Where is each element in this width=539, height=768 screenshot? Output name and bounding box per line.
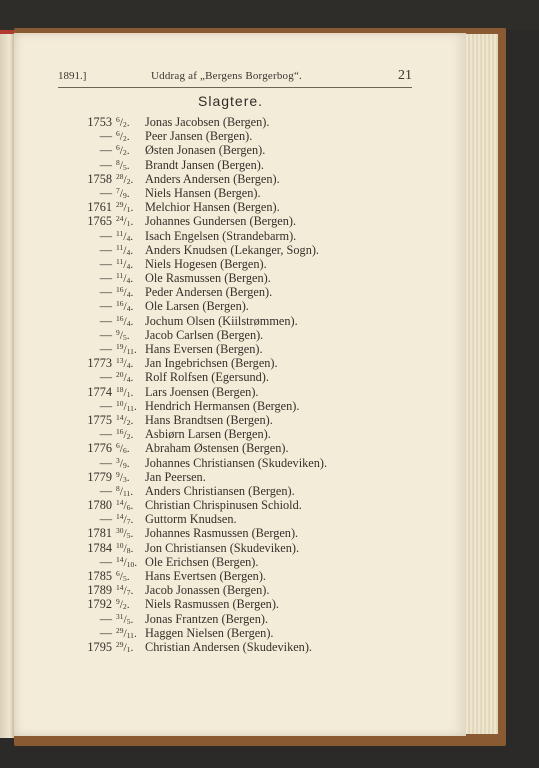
- entry-name: Østen Jonasen (Bergen).: [145, 143, 266, 158]
- date-period: .: [130, 613, 134, 626]
- entry-name: Niels Rasmussen (Bergen).: [145, 597, 279, 612]
- date-slash: /: [119, 117, 123, 129]
- entry-name: Anders Knudsen (Lekanger, Sogn).: [145, 242, 320, 257]
- entry-year: —: [99, 185, 112, 200]
- entry-day: 20: [116, 370, 124, 380]
- entry-name: Hendrich Hermansen (Bergen).: [145, 398, 300, 413]
- entry-name: Brandt Jansen (Bergen).: [145, 157, 264, 172]
- entry-name: Anders Christiansen (Bergen).: [145, 483, 295, 498]
- entry-date: [116, 569, 142, 583]
- date-period: .: [130, 301, 134, 314]
- entry-month: 6: [126, 503, 131, 513]
- entry-date: [116, 158, 142, 172]
- page-edges: [462, 34, 498, 734]
- date-period: .: [133, 627, 137, 640]
- date-slash: /: [123, 230, 127, 243]
- entry-month: 6: [122, 446, 127, 456]
- date-slash: /: [123, 542, 127, 555]
- entry-day: 30: [116, 526, 124, 536]
- entry-name: Rolf Rolfsen (Egersund).: [145, 370, 269, 385]
- date-slash: /: [123, 386, 127, 399]
- entry-name: Abraham Østensen (Bergen).: [145, 441, 289, 456]
- entry-month: 4: [126, 318, 131, 328]
- entry-name: Lars Joensen (Bergen).: [145, 384, 259, 399]
- date-slash: /: [119, 187, 123, 200]
- entry-day: 8: [116, 157, 120, 167]
- entry-name: Isach Engelsen (Strandebarm).: [145, 228, 297, 243]
- entry-year: 1761: [87, 200, 112, 215]
- date-slash: /: [119, 457, 123, 470]
- entry-month: 5: [122, 162, 127, 172]
- date-period: .: [130, 358, 134, 371]
- entry-name: Anders Andersen (Bergen).: [145, 171, 280, 186]
- entry-month: 2: [126, 432, 131, 442]
- date-slash: /: [119, 485, 123, 498]
- entry-month: 7: [126, 517, 131, 527]
- section-title: Slagtere.: [198, 93, 264, 109]
- date-period: .: [130, 514, 134, 527]
- entry-name: Johannes Gundersen (Bergen).: [145, 214, 297, 229]
- entry-date: [116, 299, 142, 313]
- entry-day: 11: [116, 271, 124, 281]
- entry-day: 10: [116, 540, 124, 550]
- entry-name: Jacob Carlsen (Bergen).: [145, 327, 264, 342]
- date-slash: /: [123, 216, 127, 229]
- entry-year: 1789: [87, 583, 112, 598]
- date-slash: /: [123, 613, 127, 626]
- entry-date: [116, 626, 142, 640]
- date-slash: /: [123, 258, 127, 271]
- date-period: .: [130, 585, 134, 598]
- entry-day: 16: [116, 313, 124, 323]
- entry-day: 6: [116, 441, 120, 451]
- date-slash: /: [123, 556, 127, 569]
- entry-day: 11: [116, 228, 124, 238]
- entry-day: 6: [116, 143, 120, 153]
- entry-day: 9: [116, 469, 120, 479]
- entry-date: [116, 583, 142, 597]
- entry-year: —: [99, 157, 112, 172]
- entry-day: 6: [116, 129, 120, 139]
- entry-date: [116, 328, 142, 342]
- entry-name: Ole Rasmussen (Bergen).: [145, 271, 271, 286]
- entry-date: [116, 257, 142, 271]
- entry-month: 4: [126, 233, 131, 243]
- entry-day: 18: [116, 384, 124, 394]
- entry-name: Christian Chrispinusen Schiold.: [145, 498, 302, 513]
- entry-date: [116, 314, 142, 328]
- entry-year: —: [99, 611, 112, 626]
- entry-month: 4: [126, 375, 131, 385]
- entry-year: —: [99, 342, 112, 356]
- entry-name: Jacob Jonassen (Bergen).: [145, 583, 270, 598]
- date-slash: /: [123, 528, 127, 541]
- entry-day: 7: [116, 185, 120, 195]
- entry-year: —: [99, 327, 112, 342]
- entry-day: 10: [116, 398, 124, 408]
- entry-name: Peer Jansen (Bergen).: [145, 129, 253, 144]
- entry-month: 1: [126, 389, 131, 399]
- entry-date: [116, 612, 142, 626]
- entry-month: 2: [122, 148, 127, 158]
- entry-day: 29: [116, 200, 124, 210]
- date-period: .: [130, 287, 134, 300]
- entry-name: Hans Eversen (Bergen).: [145, 342, 263, 356]
- facing-page-edge: [0, 30, 14, 738]
- entry-date: [116, 640, 142, 654]
- entry-month: 11: [126, 403, 134, 413]
- entry-name: Guttorm Knudsen.: [145, 512, 237, 527]
- entry-name: Jon Christiansen (Skudeviken).: [145, 540, 300, 555]
- entry-day: 16: [116, 427, 124, 437]
- entry-year: 1758: [87, 171, 112, 186]
- entry-date: [116, 143, 142, 157]
- date-period: .: [130, 372, 134, 385]
- running-head: [58, 67, 412, 88]
- entry-month: 4: [126, 290, 131, 300]
- entry-month: 4: [126, 276, 131, 286]
- date-period: .: [126, 145, 130, 158]
- date-period: .: [126, 471, 130, 484]
- date-slash: /: [119, 131, 123, 144]
- entry-day: 14: [116, 498, 124, 508]
- entry-year: —: [99, 313, 112, 328]
- date-slash: /: [119, 329, 123, 342]
- date-period: .: [130, 641, 134, 654]
- entry-month: 5: [122, 574, 127, 583]
- entry-month: 11: [126, 630, 134, 640]
- entry-day: 14: [116, 583, 124, 593]
- entry-month: 4: [126, 361, 131, 371]
- entry-date: [116, 498, 142, 512]
- date-slash: /: [123, 202, 127, 215]
- entry-year: 1795: [87, 639, 112, 654]
- entry-name: Hans Evertsen (Bergen).: [145, 569, 266, 583]
- entry-year: 1775: [87, 412, 112, 427]
- date-slash: /: [119, 599, 123, 612]
- entry-day: 14: [116, 554, 124, 564]
- date-slash: /: [123, 358, 127, 371]
- entry-year: —: [99, 483, 112, 498]
- date-slash: /: [123, 414, 127, 427]
- entry-date: [116, 243, 142, 257]
- entry-month: 2: [126, 176, 131, 186]
- date-slash: /: [123, 400, 127, 413]
- date-period: .: [126, 159, 130, 172]
- date-slash: /: [123, 627, 127, 640]
- date-period: .: [130, 202, 134, 215]
- entry-day: 29: [116, 625, 124, 635]
- entry-day: 24: [116, 214, 124, 224]
- date-slash: /: [119, 159, 123, 172]
- entry-name: Christian Andersen (Skudeviken).: [145, 639, 313, 654]
- entry-day: 28: [116, 171, 124, 181]
- entry-date: [116, 555, 142, 569]
- entry-year: 1773: [87, 356, 112, 371]
- date-slash: /: [123, 641, 127, 654]
- entry-name: Melchior Hansen (Bergen).: [145, 200, 280, 215]
- entry-month: 3: [122, 474, 127, 484]
- photo-background: [0, 0, 539, 30]
- entry-month: 8: [126, 545, 131, 555]
- entry-year: 1765: [87, 214, 112, 229]
- date-period: .: [130, 429, 134, 442]
- entry-year: 1753: [87, 115, 112, 129]
- date-period: .: [126, 599, 130, 612]
- entry-year: 1779: [87, 469, 112, 484]
- entry-date: [116, 186, 142, 200]
- entry-year: —: [99, 512, 112, 527]
- entry-day: 14: [116, 412, 124, 422]
- date-period: .: [126, 117, 130, 129]
- date-period: .: [130, 244, 134, 257]
- entry-month: 2: [122, 602, 127, 612]
- entry-date: [116, 115, 142, 129]
- entry-day: 31: [116, 611, 124, 621]
- entry-name: Asbiørn Larsen (Bergen).: [145, 427, 271, 442]
- entry-month: 4: [126, 247, 131, 257]
- entry-year: —: [99, 129, 112, 144]
- entry-month: 1: [126, 205, 131, 215]
- entry-month: 9: [122, 460, 127, 470]
- entry-date: [116, 229, 142, 243]
- entry-date: [116, 356, 142, 370]
- entry-day: 6: [116, 569, 120, 578]
- entry-year: —: [99, 299, 112, 314]
- entry-month: 5: [122, 332, 127, 342]
- date-period: .: [130, 485, 134, 498]
- entry-date: [116, 413, 142, 427]
- entry-year: 1774: [87, 384, 112, 399]
- entry-date: [116, 214, 142, 228]
- header-year: 1891.]: [58, 70, 87, 82]
- entry-year: —: [99, 398, 112, 413]
- date-period: .: [130, 273, 134, 286]
- entry-day: 9: [116, 597, 120, 607]
- entry-day: 11: [116, 256, 124, 266]
- entry-date: [116, 512, 142, 526]
- date-slash: /: [123, 500, 127, 513]
- entry-month: 11: [122, 488, 131, 498]
- entry-year: —: [99, 427, 112, 442]
- date-period: .: [130, 216, 134, 229]
- entry-name: Jonas Jacobsen (Bergen).: [145, 115, 270, 129]
- header-title: Uddrag af „Bergens Borgerbog“.: [151, 70, 302, 82]
- entry-year: —: [99, 271, 112, 286]
- entry-day: 19: [116, 342, 124, 351]
- entry-name: Jochum Olsen (Kiilstrømmen).: [145, 313, 298, 328]
- entry-year: —: [99, 455, 112, 470]
- entry-month: 9: [122, 190, 127, 200]
- entry-name: Peder Andersen (Bergen).: [145, 285, 273, 300]
- date-period: .: [133, 400, 137, 413]
- entry-year: 1780: [87, 498, 112, 513]
- entry-name: Niels Hansen (Bergen).: [145, 185, 261, 200]
- date-period: .: [130, 315, 134, 328]
- date-period: .: [126, 457, 130, 470]
- date-period: .: [133, 344, 137, 356]
- entry-name: Hans Brandtsen (Bergen).: [145, 412, 273, 427]
- entry-date: [116, 441, 142, 455]
- entry-year: 1781: [87, 526, 112, 541]
- date-slash: /: [123, 585, 127, 598]
- entry-date: [116, 399, 142, 413]
- entry-date: [116, 285, 142, 299]
- entry-day: 6: [116, 115, 120, 124]
- entry-month: 10: [126, 559, 135, 569]
- date-slash: /: [123, 287, 127, 300]
- page-number: 21: [398, 68, 412, 83]
- entry-name: Haggen Nielsen (Bergen).: [145, 625, 274, 640]
- date-period: .: [130, 258, 134, 271]
- entry-month: 5: [126, 616, 131, 626]
- entry-year: —: [99, 370, 112, 385]
- date-slash: /: [119, 571, 123, 583]
- entry-day: 16: [116, 285, 124, 295]
- date-slash: /: [119, 443, 123, 456]
- entry-year: 1776: [87, 441, 112, 456]
- entry-month: 2: [122, 134, 127, 144]
- entry-date: [116, 271, 142, 285]
- entry-date: [116, 200, 142, 214]
- entry-year: 1785: [87, 569, 112, 583]
- entry-day: 3: [116, 455, 120, 465]
- date-period: .: [126, 187, 130, 200]
- date-slash: /: [123, 344, 127, 356]
- date-period: .: [126, 329, 130, 342]
- entry-day: 11: [116, 242, 124, 252]
- entry-day: 13: [116, 356, 124, 366]
- entry-name: Johannes Rasmussen (Bergen).: [145, 526, 299, 541]
- date-period: .: [134, 556, 138, 569]
- entry-date: [116, 370, 142, 384]
- entry-month: 7: [126, 588, 131, 598]
- date-slash: /: [123, 173, 127, 186]
- date-slash: /: [123, 429, 127, 442]
- entry-year: —: [99, 242, 112, 257]
- date-period: .: [130, 500, 134, 513]
- entry-date: [116, 470, 142, 484]
- date-slash: /: [119, 145, 123, 158]
- entry-name: Niels Hogesen (Bergen).: [145, 256, 267, 271]
- entry-day: 16: [116, 299, 124, 309]
- entry-year: —: [99, 143, 112, 158]
- entry-date: [116, 484, 142, 498]
- entry-year: —: [99, 625, 112, 640]
- date-period: .: [126, 131, 130, 144]
- date-slash: /: [123, 301, 127, 314]
- entry-date: [116, 172, 142, 186]
- entry-date: [116, 597, 142, 611]
- date-slash: /: [123, 244, 127, 257]
- entry-month: 4: [126, 261, 131, 271]
- entry-year: —: [99, 256, 112, 271]
- entry-month: 11: [126, 347, 134, 356]
- date-slash: /: [123, 273, 127, 286]
- entry-year: —: [99, 554, 112, 569]
- entry-date: [116, 427, 142, 441]
- entry-name: Johannes Christiansen (Skudeviken).: [145, 455, 328, 470]
- date-period: .: [126, 443, 130, 456]
- entry-date: [116, 456, 142, 470]
- date-slash: /: [119, 471, 123, 484]
- date-slash: /: [123, 315, 127, 328]
- entry-day: 29: [116, 639, 124, 649]
- date-period: .: [130, 528, 134, 541]
- entry-date: [116, 385, 142, 399]
- entry-month: 5: [126, 531, 131, 541]
- entry-name: Ole Larsen (Bergen).: [145, 299, 249, 314]
- entry-name: Ole Erichsen (Bergen).: [145, 554, 259, 569]
- book-page: [14, 33, 466, 736]
- entry-day: 8: [116, 483, 120, 493]
- entry-name: Jan Peersen.: [145, 469, 206, 484]
- entry-day: 14: [116, 512, 124, 522]
- entry-date: [116, 129, 142, 143]
- date-slash: /: [123, 372, 127, 385]
- entry-year: —: [99, 285, 112, 300]
- entry-date: [116, 541, 142, 555]
- entry-month: 2: [126, 417, 131, 427]
- date-slash: /: [123, 514, 127, 527]
- date-period: .: [130, 386, 134, 399]
- entry-date: [116, 342, 142, 356]
- entry-month: 1: [126, 219, 131, 229]
- entry-year: 1784: [87, 540, 112, 555]
- entry-month: 4: [126, 304, 131, 314]
- date-period: .: [126, 571, 130, 583]
- date-period: .: [130, 173, 134, 186]
- entry-year: —: [99, 228, 112, 243]
- entry-day: 9: [116, 327, 120, 337]
- entry-month: 2: [122, 120, 127, 129]
- date-period: .: [130, 542, 134, 555]
- entry-name: Jonas Frantzen (Bergen).: [145, 611, 269, 626]
- entry-date: [116, 526, 142, 540]
- date-period: .: [130, 230, 134, 243]
- date-period: .: [130, 414, 134, 427]
- entry-name: Jan Ingebrichsen (Bergen).: [145, 356, 278, 371]
- entry-year: 1792: [87, 597, 112, 612]
- entry-month: 1: [126, 644, 131, 654]
